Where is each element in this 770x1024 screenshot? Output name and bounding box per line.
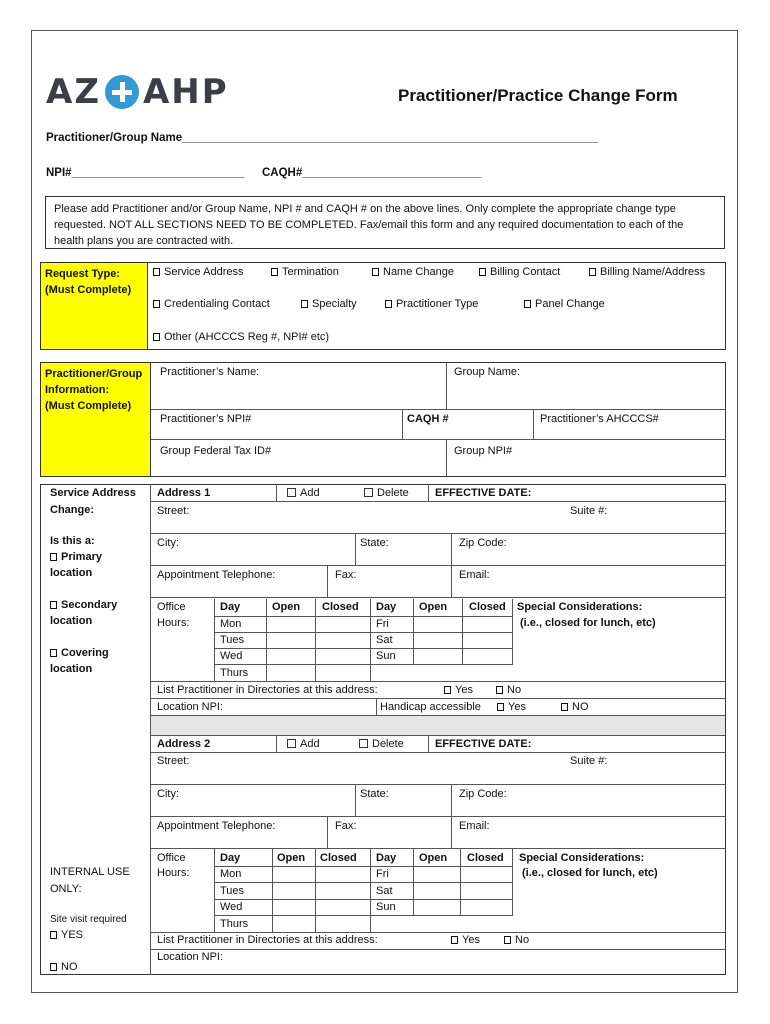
secondary-checkbox[interactable]: Secondary bbox=[50, 599, 117, 611]
site-visit-no[interactable]: NO bbox=[50, 961, 78, 973]
address1-street[interactable]: Street: bbox=[157, 505, 190, 517]
address2-state[interactable]: State: bbox=[360, 788, 389, 800]
option-panel-change[interactable]: Panel Change bbox=[524, 298, 605, 310]
request-type-title: Request Type: bbox=[45, 268, 120, 280]
group-npi-field[interactable]: Group NPI# bbox=[454, 445, 513, 457]
tax-id-field[interactable]: Group Federal Tax ID# bbox=[160, 445, 272, 457]
office-label: Office bbox=[157, 852, 186, 864]
checkbox-icon[interactable] bbox=[561, 703, 568, 711]
request-type-required: (Must Complete) bbox=[45, 284, 132, 296]
caqh-field[interactable]: CAQH#____________________________ bbox=[262, 167, 482, 179]
checkbox-icon[interactable] bbox=[50, 649, 57, 657]
instructions-text: Please add Practitioner and/or Group Name, NPI # and CAQH # on the above lines. Only complete the appropriate change type requested. NOT ALL SECTIONS NEED TO BE COMPLETED. Fax/email this form and any required documentation to each of the health plans you are contracted with. bbox=[54, 203, 684, 247]
azahp-logo bbox=[46, 72, 229, 112]
covering-checkbox[interactable]: Covering bbox=[50, 647, 109, 659]
address2-label: Address 2 bbox=[157, 738, 211, 750]
checkbox-icon[interactable] bbox=[50, 931, 57, 939]
service-address-label: Service Address bbox=[50, 487, 136, 499]
service-change-label: Change: bbox=[50, 504, 94, 516]
option-credentialing-contact[interactable]: Credentialing Contact bbox=[153, 298, 270, 310]
option-service-address[interactable]: Service Address bbox=[153, 266, 243, 278]
npi-field[interactable]: NPI#___________________________ bbox=[46, 167, 245, 179]
checkbox-icon[interactable] bbox=[524, 300, 531, 308]
hours-label: Hours: bbox=[157, 617, 190, 629]
site-visit-yes[interactable]: YES bbox=[50, 929, 83, 941]
checkbox-icon[interactable] bbox=[385, 300, 392, 308]
option-billing-contact[interactable]: Billing Contact bbox=[479, 266, 560, 278]
checkbox-icon[interactable] bbox=[153, 333, 160, 341]
internal-use-label: INTERNAL USE bbox=[50, 866, 130, 878]
checkbox-icon[interactable] bbox=[496, 686, 503, 694]
checkbox-icon[interactable] bbox=[287, 739, 296, 748]
logo-text-left: AZ bbox=[46, 72, 101, 112]
address1-directories: List Practitioner in Directories at this address: bbox=[157, 684, 378, 696]
instructions-box bbox=[45, 196, 725, 249]
address1-email[interactable]: Email: bbox=[459, 569, 490, 581]
section-divider bbox=[151, 716, 725, 735]
checkbox-icon[interactable] bbox=[50, 963, 57, 971]
address2-delete[interactable]: Delete bbox=[359, 738, 404, 750]
info-caqh-field[interactable]: CAQH # bbox=[407, 413, 449, 425]
plus-icon bbox=[105, 75, 139, 109]
ahcccs-field[interactable]: Practitioner’s AHCCCS# bbox=[540, 413, 659, 425]
address2-email[interactable]: Email: bbox=[459, 820, 490, 832]
location-label: location bbox=[50, 567, 93, 579]
address1-add[interactable]: Add bbox=[287, 487, 320, 499]
address1-state[interactable]: State: bbox=[360, 537, 389, 549]
address2-location-npi[interactable]: Location NPI: bbox=[157, 951, 224, 963]
option-other[interactable]: Other (AHCCCS Reg #, NPI# etc) bbox=[153, 331, 329, 343]
checkbox-icon[interactable] bbox=[364, 488, 373, 497]
info-group-name-field[interactable]: Group Name: bbox=[454, 366, 521, 378]
checkbox-icon[interactable] bbox=[359, 739, 368, 748]
address2-directories: List Practitioner in Directories at this address: bbox=[157, 934, 378, 946]
handicap-yes[interactable]: Yes bbox=[497, 701, 526, 713]
checkbox-icon[interactable] bbox=[497, 703, 504, 711]
primary-checkbox[interactable]: Primary bbox=[50, 551, 102, 563]
checkbox-icon[interactable] bbox=[301, 300, 308, 308]
address2-directories-no[interactable]: No bbox=[504, 934, 529, 946]
is-this-label: Is this a: bbox=[50, 535, 95, 547]
address1-location-npi[interactable]: Location NPI: bbox=[157, 701, 224, 713]
checkbox-icon[interactable] bbox=[287, 488, 296, 497]
info-label: Practitioner/Group Information: (Must Complete) bbox=[41, 363, 151, 476]
option-specialty[interactable]: Specialty bbox=[301, 298, 357, 310]
request-type-label bbox=[41, 263, 148, 349]
address2-city[interactable]: City: bbox=[157, 788, 179, 800]
checkbox-icon[interactable] bbox=[451, 936, 458, 944]
address2-add[interactable]: Add bbox=[287, 738, 320, 750]
form-title: Practitioner/Practice Change Form bbox=[398, 86, 678, 105]
checkbox-icon[interactable] bbox=[271, 268, 278, 276]
practitioner-name-field[interactable]: Practitioner’s Name: bbox=[160, 366, 260, 378]
address1-delete[interactable]: Delete bbox=[364, 487, 409, 499]
option-name-change[interactable]: Name Change bbox=[372, 266, 454, 278]
checkbox-icon[interactable] bbox=[444, 686, 451, 694]
address1-effective-date[interactable]: EFFECTIVE DATE: bbox=[435, 487, 532, 499]
address1-city[interactable]: City: bbox=[157, 537, 179, 549]
internal-only-label: ONLY: bbox=[50, 883, 82, 895]
address2-zip[interactable]: Zip Code: bbox=[459, 788, 507, 800]
address2-fax[interactable]: Fax: bbox=[335, 820, 357, 832]
logo-text-right: AHP bbox=[142, 72, 229, 112]
address2-suite[interactable]: Suite #: bbox=[570, 755, 608, 767]
address1-directories-yes[interactable]: Yes bbox=[444, 684, 473, 696]
location-label: location bbox=[50, 663, 93, 675]
site-visit-label: Site visit required bbox=[50, 914, 127, 925]
address1-directories-no[interactable]: No bbox=[496, 684, 521, 696]
address2-street[interactable]: Street: bbox=[157, 755, 190, 767]
address1-label: Address 1 bbox=[157, 487, 211, 499]
checkbox-icon[interactable] bbox=[153, 300, 160, 308]
checkbox-icon[interactable] bbox=[50, 601, 57, 609]
checkbox-icon[interactable] bbox=[372, 268, 379, 276]
address1-fax[interactable]: Fax: bbox=[335, 569, 357, 581]
address1-suite[interactable]: Suite #: bbox=[570, 505, 608, 517]
option-billing-name-address[interactable]: Billing Name/Address bbox=[589, 266, 705, 278]
location-label: location bbox=[50, 615, 93, 627]
group-name-field[interactable]: Practitioner/Group Name_________________________________________________________________ bbox=[46, 132, 598, 144]
checkbox-icon[interactable] bbox=[479, 268, 486, 276]
handicap-label: Handicap accessible bbox=[380, 701, 481, 713]
checkbox-icon[interactable] bbox=[504, 936, 511, 944]
checkbox-icon[interactable] bbox=[50, 553, 57, 561]
checkbox-icon[interactable] bbox=[589, 268, 596, 276]
practitioner-npi-field[interactable]: Practitioner’s NPI# bbox=[160, 413, 252, 425]
hours-label: Hours: bbox=[157, 867, 190, 879]
option-practitioner-type[interactable]: Practitioner Type bbox=[385, 298, 478, 310]
address2-directories-yes[interactable]: Yes bbox=[451, 934, 480, 946]
address2-appt-phone[interactable]: Appointment Telephone: bbox=[157, 820, 276, 832]
office-label: Office bbox=[157, 601, 186, 613]
option-termination[interactable]: Termination bbox=[271, 266, 339, 278]
address2-effective-date[interactable]: EFFECTIVE DATE: bbox=[435, 738, 532, 750]
address1-appt-phone[interactable]: Appointment Telephone: bbox=[157, 569, 276, 581]
checkbox-icon[interactable] bbox=[153, 268, 160, 276]
address1-zip[interactable]: Zip Code: bbox=[459, 537, 507, 549]
handicap-no[interactable]: NO bbox=[561, 701, 589, 713]
